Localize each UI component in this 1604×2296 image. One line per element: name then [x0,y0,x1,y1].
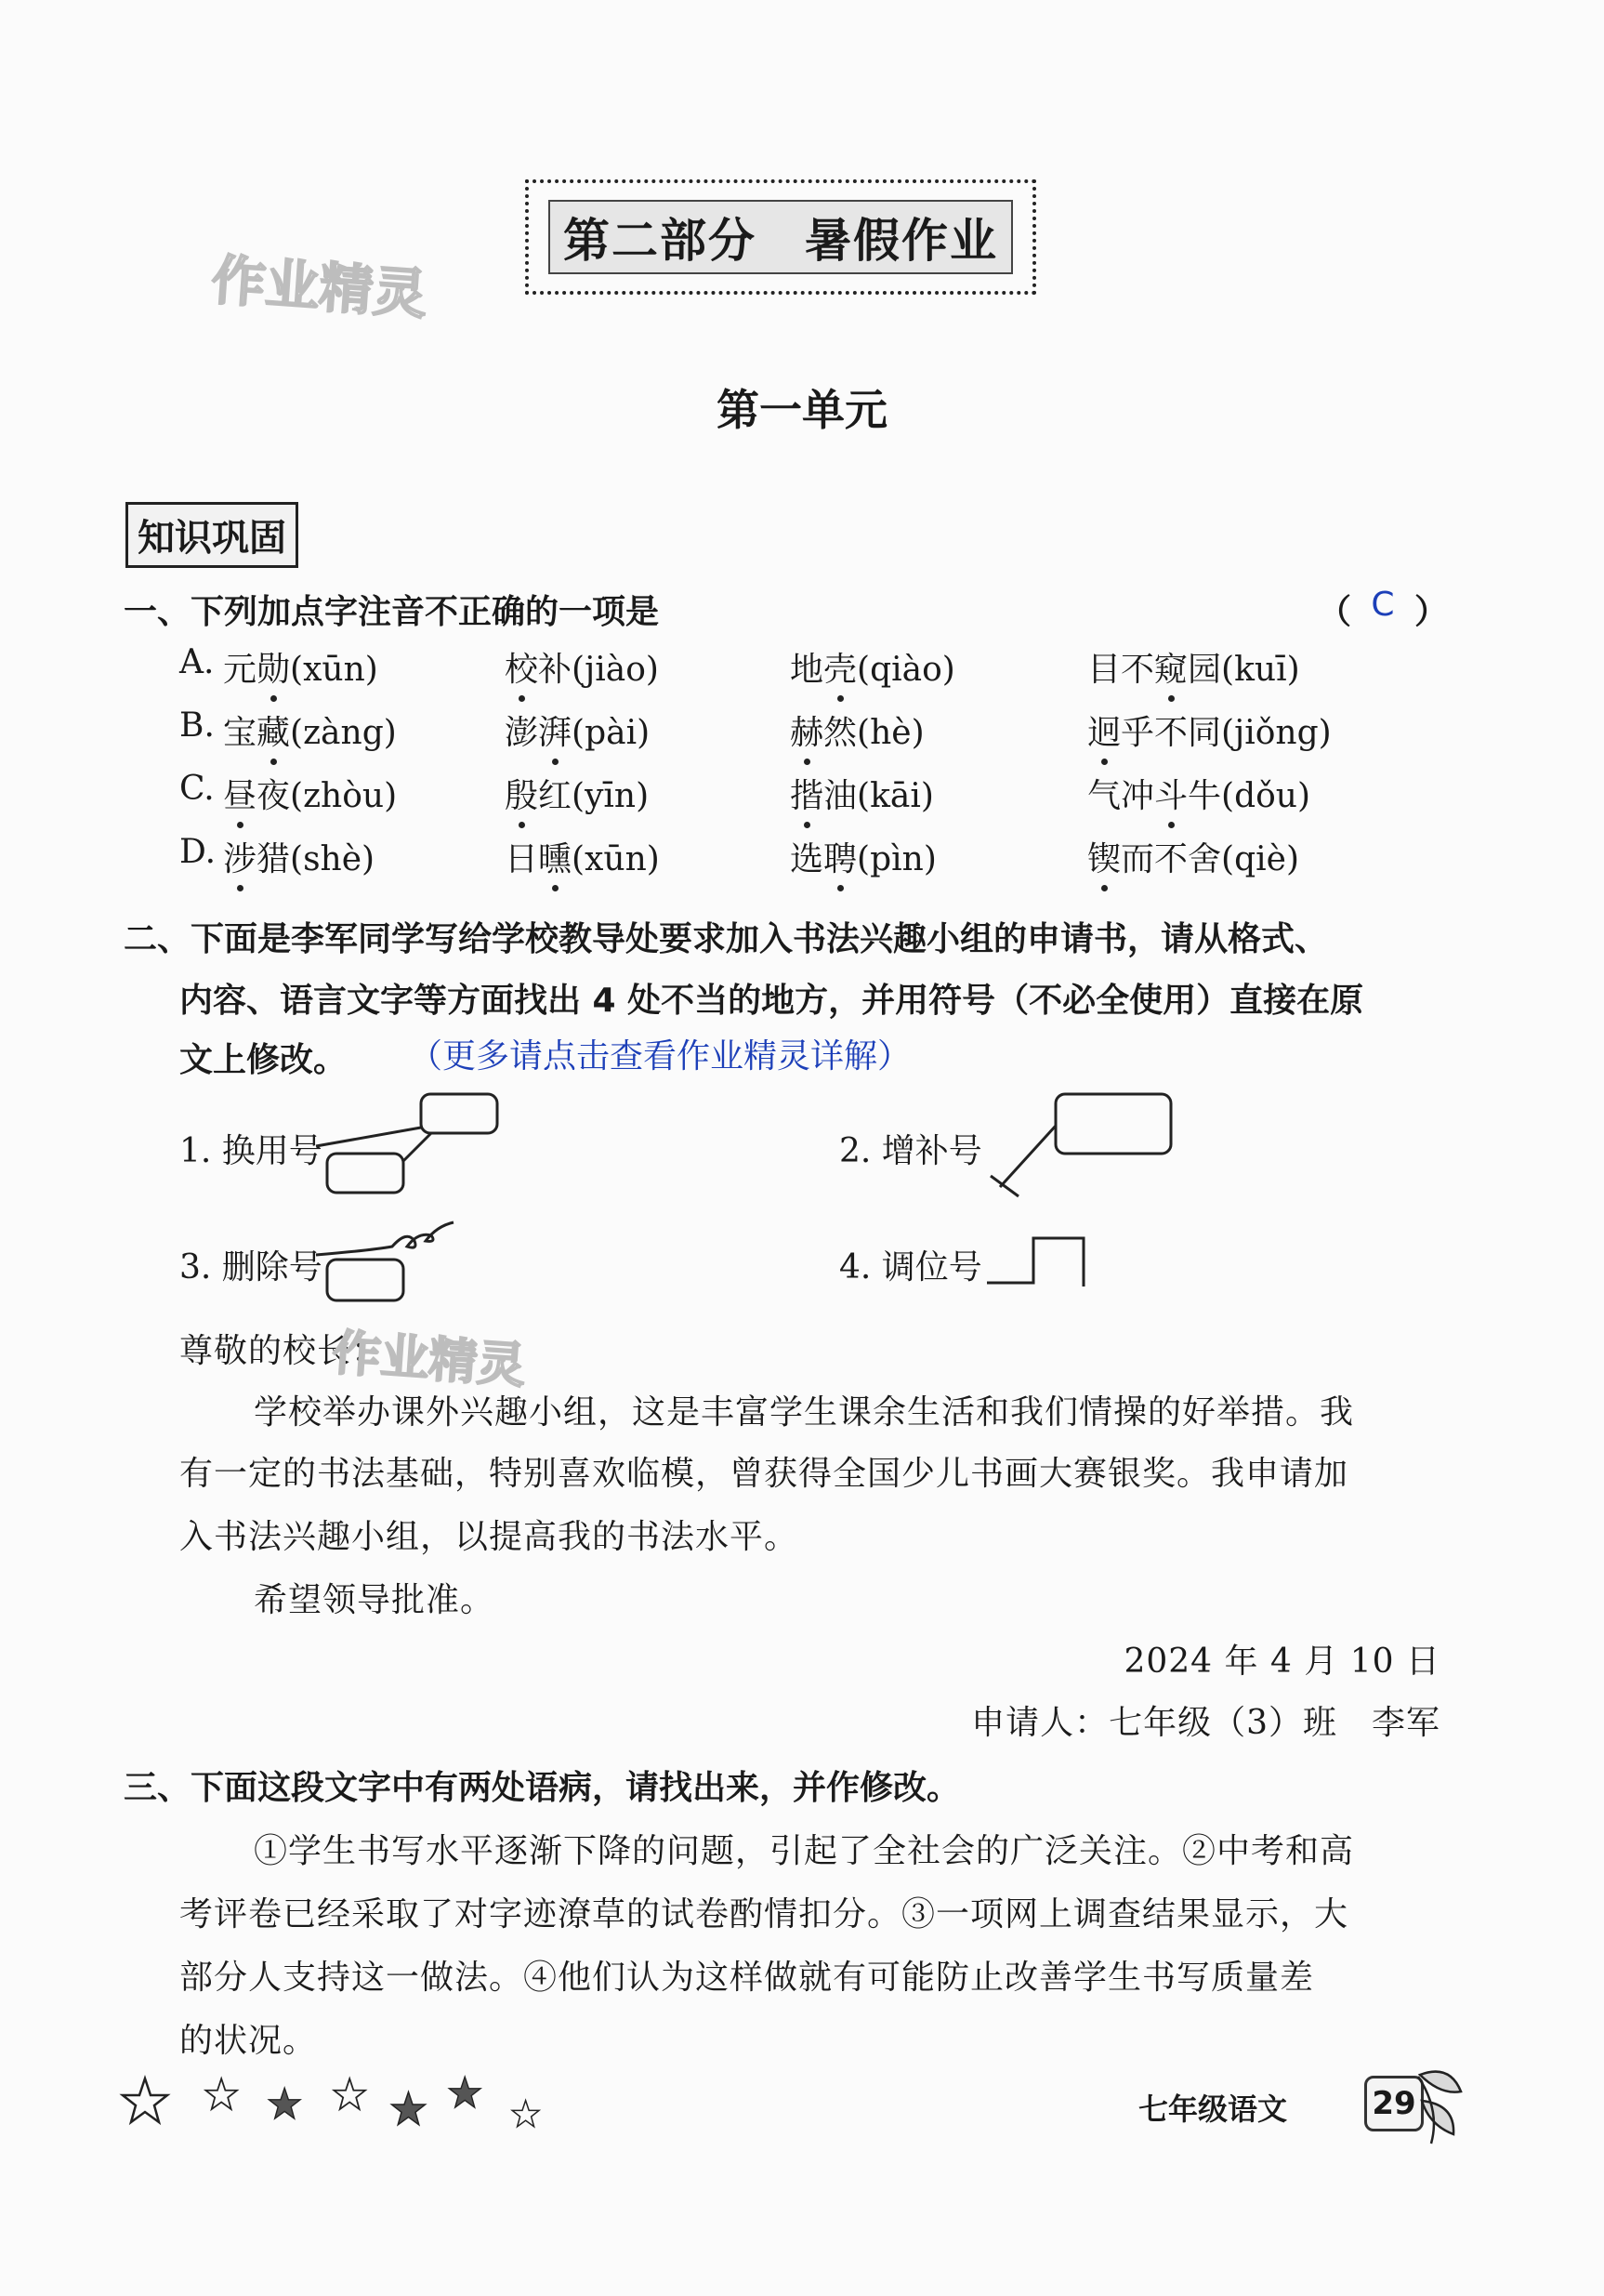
footer-subject: 七年级语文 [1138,2091,1288,2127]
section-label: 知识巩固 [125,502,298,568]
pinyin: (dǒu) [1221,777,1311,815]
pinyin: (qiào) [857,651,955,689]
unit-title: 第一单元 [717,385,887,435]
question-3-stem: 三、下面这段文字中有两处语病，请找出来，并作修改。 [124,1769,961,1807]
symbol-replace-label: 1. 换用号 [179,1132,322,1170]
star-icon [512,2101,539,2127]
answer-bracket [1318,586,1448,633]
question-3-line2: 考评卷已经采取了对字迹潦草的试卷酌情扣分。③一项网上调查结果显示，大 [179,1895,1349,1933]
answer-paren-open: （ [1318,593,1352,631]
option-text: 宝 [223,714,257,752]
answer-value: C [1371,586,1395,624]
question-2-stem-line3: 文上修改。 [179,1041,348,1079]
pinyin: (pài) [572,714,651,752]
option-text: 猎 [256,840,291,878]
option-text: 气冲 [1087,777,1155,815]
letter-para1-line3: 入书法兴趣小组，以提高我的书法水平。 [179,1518,799,1556]
question-2-stem-line2: 内容、语言文字等方面找出 4 处不当的地方，并用符号（不必全使用）直接在原 [179,982,1364,1020]
option-text: 红 [538,777,572,815]
delete-symbol-icon [316,1213,465,1311]
watermark: 作业精灵 [209,247,429,326]
option-text: 夜 [256,777,291,815]
option-text: 然 [823,714,858,752]
option-d-label: D. [179,833,217,871]
dotted-character: 赫 [790,706,823,754]
leaf-decoration-icon [1413,2064,1468,2147]
symbol-insert-label: 2. 增补号 [839,1132,982,1170]
option-text: 油 [823,777,858,815]
option-item [223,770,397,817]
question-3-line4: 的状况。 [179,2022,318,2060]
option-item [223,706,397,754]
detail-link[interactable]: （更多请点击查看作业精灵详解） [409,1037,912,1075]
star-icon [123,2078,167,2122]
option-item [505,833,660,880]
letter-para1-line2: 有一定的书法基础，特别喜欢临模，曾获得全国少儿书画大赛银奖。我申请加 [179,1455,1349,1493]
dotted-character: 涉 [223,833,256,880]
dotted-character: 壳 [823,643,857,691]
pinyin: (hè) [857,714,925,752]
option-c-label: C. [179,770,215,808]
letter-para1-line1: 学校举办课外兴趣小组，这是丰富学生课余生活和我们情操的好举措。我 [254,1393,1355,1432]
option-item [1087,770,1310,817]
symbol-swap-label: 4. 调位号 [839,1248,982,1287]
pinyin: (kāi) [857,777,934,815]
option-text: 元 [223,651,257,689]
option-text: 牛 [1188,777,1222,815]
option-item [505,706,650,754]
pinyin: (kuī) [1221,651,1300,689]
option-text: 目不 [1087,651,1155,689]
star-icon [334,2078,365,2109]
pinyin: (zàng) [290,714,397,752]
star-icon [449,2077,480,2107]
dotted-character: 曛 [538,833,572,880]
pinyin: (jiǒng) [1221,714,1332,752]
option-text: 澎 [505,714,539,752]
dotted-character: 昼 [223,770,256,817]
dotted-character: 锲 [1087,833,1121,880]
letter-date: 2024 年 4 月 10 日 [1124,1643,1440,1681]
option-b-label: B. [179,706,215,745]
option-item [790,833,937,880]
option-item [1087,706,1332,754]
letter-greeting: 尊敬的校长： [179,1332,387,1370]
question-2-stem-line1: 二、下面是李军同学写给学校教导处要求加入书法兴趣小组的申请书，请从格式、 [124,920,1329,958]
dotted-character: 殷 [505,770,538,817]
option-item [1087,643,1300,691]
star-icon [392,2092,426,2125]
letter-signature: 申请人：七年级（3）班 李军 [971,1704,1440,1742]
dotted-character: 湃 [538,706,572,754]
option-a-label: A. [179,643,215,681]
swap-symbol-icon [987,1234,1098,1290]
question-1-stem: 一、下列加点字注音不正确的一项是 [124,593,660,631]
part-title: 第二部分 暑假作业 [548,200,1013,274]
option-item [505,770,649,817]
dotted-character: 藏 [256,706,290,754]
pinyin: (xūn) [572,840,660,878]
option-item [1087,833,1299,880]
letter-closing: 希望领导批准。 [254,1581,495,1619]
decorative-stars-icon [121,2073,567,2138]
insert-symbol-icon [976,1092,1180,1194]
option-item [223,833,375,880]
option-text: 地 [790,651,824,689]
watermark: 作业精灵 [330,1325,528,1395]
question-3-line1: ①学生书写水平逐渐下降的问题，引起了全社会的广泛关注。②中考和高 [254,1832,1355,1870]
dotted-character: 窥 [1154,643,1188,691]
option-item [790,706,925,754]
pinyin: (qiè) [1221,840,1299,878]
part-title-frame [525,179,1036,295]
pinyin: (xūn) [290,651,378,689]
option-text: 乎不同 [1121,714,1222,752]
page-number: 29 [1364,2076,1424,2131]
symbol-delete-label: 3. 删除号 [179,1248,322,1287]
option-text: 园 [1188,651,1222,689]
dotted-character: 校 [505,643,538,691]
option-item [223,643,378,691]
question-3-line3: 部分人支持这一做法。④他们认为这样做就有可能防止改善学生书写质量差 [179,1959,1315,1997]
option-text: 补 [538,651,572,689]
pinyin: (pìn) [857,840,937,878]
option-item [790,770,934,817]
pinyin: (yīn) [572,777,650,815]
dotted-character: 揩 [790,770,823,817]
dotted-character: 斗 [1154,770,1188,817]
option-item [790,643,955,691]
pinyin: (zhòu) [290,777,398,815]
option-text: 选 [790,840,824,878]
dotted-character: 勋 [256,643,290,691]
answer-paren-close: ） [1413,593,1448,631]
star-icon [269,2088,300,2118]
star-icon [205,2078,237,2109]
replace-symbol-icon [316,1092,511,1194]
dotted-character: 聘 [823,833,857,880]
option-text: 日 [505,840,539,878]
option-text: 而不舍 [1121,840,1222,878]
option-item [505,643,659,691]
pinyin: (shè) [290,840,375,878]
pinyin: (jiào) [572,651,659,689]
dotted-character: 迥 [1087,706,1121,754]
